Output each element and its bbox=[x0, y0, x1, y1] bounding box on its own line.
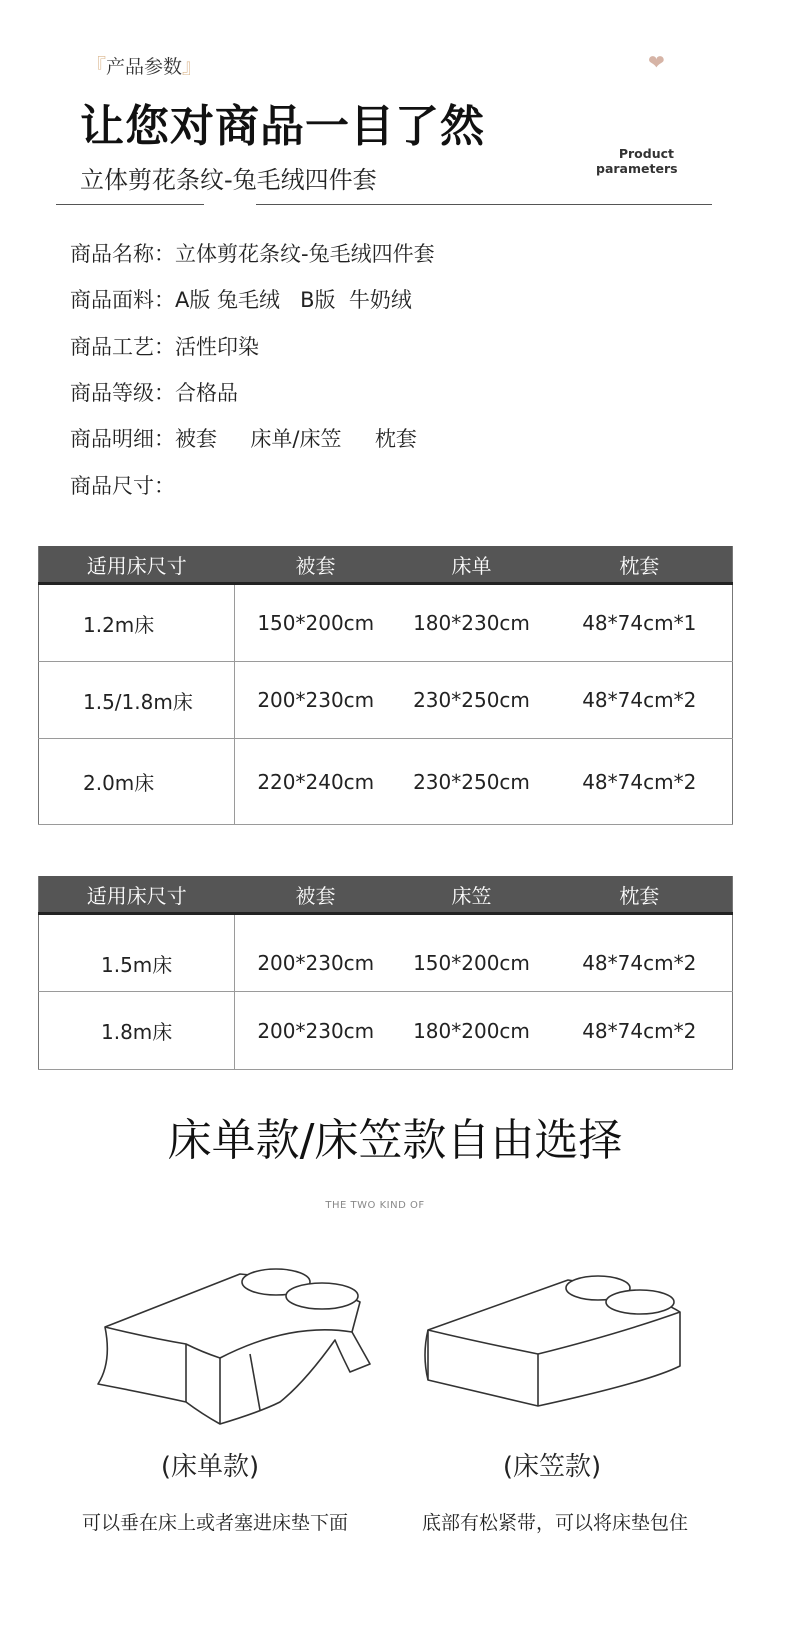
spec-label: 商品面料： bbox=[70, 288, 175, 312]
english-label-line1: Product bbox=[618, 146, 674, 161]
table-cell: 48*74cm*2 bbox=[547, 992, 733, 1070]
table-cell: 200*230cm bbox=[235, 992, 397, 1070]
fitted-sheet-bed-icon bbox=[418, 1270, 688, 1420]
spec-value: 被套 床单/床笠 枕套 bbox=[175, 427, 417, 451]
spec-value: 合格品 bbox=[175, 381, 238, 405]
table-row bbox=[39, 662, 733, 739]
table-cell: 48*74cm*2 bbox=[547, 739, 733, 825]
table-cell: 1.5m床 bbox=[39, 914, 235, 992]
table-cell: 150*200cm bbox=[235, 584, 397, 662]
table-header-cell: 适用床尺寸 bbox=[39, 876, 235, 914]
spec-label: 商品工艺： bbox=[70, 335, 175, 359]
table-header-cell: 床单 bbox=[397, 546, 547, 584]
spec-row bbox=[70, 423, 417, 453]
table-cell: 1.8m床 bbox=[39, 992, 235, 1070]
table-row bbox=[39, 992, 733, 1070]
table-cell: 200*230cm bbox=[235, 662, 397, 739]
spec-value: 活性印染 bbox=[175, 335, 259, 359]
size-table-fitted-sheet bbox=[38, 876, 733, 1070]
spec-row bbox=[70, 238, 435, 268]
table-row bbox=[39, 914, 733, 992]
table-header-row bbox=[39, 546, 733, 584]
english-label bbox=[596, 146, 678, 176]
spec-label: 商品尺寸： bbox=[70, 474, 175, 498]
spec-value: A版 兔毛绒 B版 牛奶绒 bbox=[175, 288, 412, 312]
page-title: 让您对商品一目了然 bbox=[80, 101, 485, 152]
table-cell: 48*74cm*2 bbox=[547, 914, 733, 992]
table-row bbox=[39, 584, 733, 662]
table-row bbox=[39, 739, 733, 825]
fitted-sheet-label: (床笠款) bbox=[502, 1452, 602, 1482]
table-cell: 150*200cm bbox=[397, 914, 547, 992]
section-tag: 『产品参数』 bbox=[86, 54, 203, 78]
table-header-cell: 被套 bbox=[235, 876, 397, 914]
section-tag-text: 产品参数 bbox=[106, 56, 183, 78]
table-header-cell: 床笠 bbox=[397, 876, 547, 914]
table-cell: 220*240cm bbox=[235, 739, 397, 825]
spec-value: 立体剪花条纹-兔毛绒四件套 bbox=[175, 242, 435, 266]
spec-label: 商品明细： bbox=[70, 427, 175, 451]
english-label-line2: parameters bbox=[596, 161, 678, 176]
table-cell: 230*250cm bbox=[397, 739, 547, 825]
table-header-cell: 被套 bbox=[235, 546, 397, 584]
spec-row bbox=[70, 377, 238, 407]
spec-row bbox=[70, 331, 259, 361]
size-table-flat-sheet bbox=[38, 546, 733, 825]
product-subtitle: 立体剪花条纹-兔毛绒四件套 bbox=[80, 166, 377, 194]
heart-icon: ❤ bbox=[648, 50, 665, 74]
table-cell: 48*74cm*2 bbox=[547, 662, 733, 739]
table-header-cell: 枕套 bbox=[547, 876, 733, 914]
flat-sheet-label: (床单款) bbox=[160, 1452, 260, 1482]
table-header-cell: 枕套 bbox=[547, 546, 733, 584]
spec-label: 商品等级： bbox=[70, 381, 175, 405]
table-cell: 1.5/1.8m床 bbox=[39, 662, 235, 739]
divider-left bbox=[56, 204, 204, 205]
table-cell: 48*74cm*1 bbox=[547, 584, 733, 662]
table-cell: 180*200cm bbox=[397, 992, 547, 1070]
spec-label: 商品名称： bbox=[70, 242, 175, 266]
table-cell: 230*250cm bbox=[397, 662, 547, 739]
spec-row bbox=[70, 284, 412, 314]
flat-sheet-description: 可以垂在床上或者塞进床垫下面 bbox=[81, 1512, 348, 1534]
table-cell: 1.2m床 bbox=[39, 584, 235, 662]
table-cell: 180*230cm bbox=[397, 584, 547, 662]
table-cell: 2.0m床 bbox=[39, 739, 235, 825]
table-header-row bbox=[39, 876, 733, 914]
table-header-cell: 适用床尺寸 bbox=[39, 546, 235, 584]
divider-right bbox=[256, 204, 712, 205]
flat-sheet-bed-icon bbox=[90, 1262, 380, 1442]
choose-title: 床单款/床笠款自由选择 bbox=[167, 1115, 623, 1166]
table-cell: 200*230cm bbox=[235, 914, 397, 992]
choose-subtitle: THE TWO KIND OF bbox=[325, 1200, 425, 1211]
spec-row bbox=[70, 470, 175, 500]
fitted-sheet-description: 底部有松紧带，可以将床垫包住 bbox=[421, 1512, 688, 1534]
